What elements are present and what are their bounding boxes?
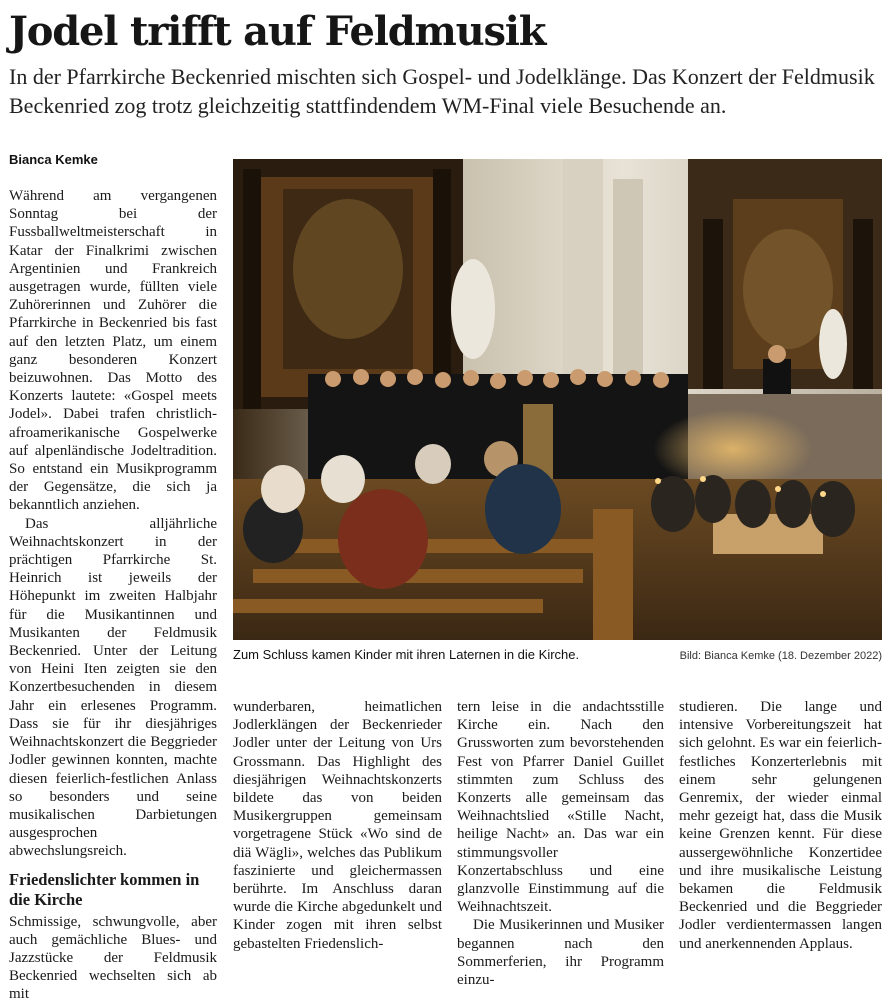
body-paragraph: Schmissige, schwungvolle, aber auch gemächliche Blues- und Jazzstücke der Feldmusik Beckenried wechselten sich ab mit — [9, 913, 217, 1003]
text-column-1 — [9, 187, 217, 1004]
text-column-4 — [679, 698, 882, 953]
subheading: Friedenslichter kommen in die Kirche — [9, 869, 200, 909]
body-paragraph: tern leise in die andachtsstille Kirche ein. Nach den Grussworten zum bevorstehenden Fest von Pfarrer Daniel Guillet stimmten zum Schluss des Konzerts alle gemeinsam das Weihnachtslied «Stille Nacht, heilige Nacht» an. Das war ein stimmungsvoller Konzertabschluss und eine glanzvolle Einstimmung auf die Weihnachtszeit. — [457, 699, 664, 916]
photo-caption: Zum Schluss kamen Kinder mit ihren Laternen in die Kirche. — [233, 647, 580, 662]
body-paragraph: Während am vergangenen Sonntag bei der Fussballweltmeisterschaft in Katar der Finalkrimi zwischen Argentinien und Frankreich ausgetragen wurde, füllten viele Zuhörerinnen und Zuhörer die Pfarrkirche in Beckenried bis fast auf den letzten Platz, um einem ganz besonderen Konzert beizuwohnen. Das Motto des Konzerts lautete: «Gospel meets Jodel». Dabei trafen christlich-afroamerikanische Gospelwerke auf alpenländische Jodeltradition. So entstand ein Musikprogramm der Gegensätze, die sich ja bekanntlich anziehen. — [9, 188, 217, 514]
church-concert-image — [233, 159, 882, 640]
lead-paragraph: In der Pfarrkirche Beckenried mischten sich Gospel- und Jodelklänge. Das Konzert der Feldmusik Beckenried zog trotz gleichzeitig stattfindendem WM-Final viele Besuchende an. — [9, 64, 875, 118]
body-paragraph: Das alljährliche Weihnachtskonzert in der prächtigen Pfarrkirche St. Heinrich ist jeweils der Höhepunkt im zweiten Halbjahr für die Musikantinnen und Musikanten der Feldmusik Beckenried. Unter der Leitung von Heini Iten zeigten sie den Konzertbesuchenden in diesem Jahr ein erlesenes Programm. Dass sie für ihr diesjähriges Weihnachtskonzert die Beggrieder Jodler gewinnen konnten, machte diesen feierlich-festlichen Anlass so besonders und seine musikalischen Darbietungen ausgesprochen abwechslungsreich. — [9, 515, 217, 860]
article-photo — [233, 159, 882, 640]
text-column-3 — [457, 698, 664, 989]
headline: Jodel trifft auf Feldmusik — [9, 8, 546, 55]
text-column-2 — [233, 698, 442, 953]
body-paragraph: Die Musikerinnen und Musiker begannen nach den Sommerferien, ihr Programm einzu- — [457, 917, 664, 989]
photo-credit: Bild: Bianca Kemke (18. Dezember 2022) — [679, 650, 882, 662]
author-byline: Bianca Kemke — [9, 152, 98, 167]
body-paragraph: studieren. Die lange und intensive Vorbereitungszeit hat sich gelohnt. Es war ein feierlich-festliches Konzerterlebnis mit einem sehr gelungenen Genremix, der wieder einmal mehr gezeigt hat, dass die Musik keine Grenzen kennt. Für diese aussergewöhnliche Konzertidee und ihre musikalische Leistung bekamen die Feldmusik Beckenried und die Beggrieder Jodler verdientermassen langen und anerkennenden Applaus. — [679, 699, 882, 952]
body-paragraph: wunderbaren, heimatlichen Jodlerklängen der Beckenrieder Jodler unter der Leitung von Urs Grossmann. Das Highlight des diesjährigen Weihnachtskonzerts bildete das von beiden Musikergruppen gemeinsam vorgetragene Stück «Wo sind de diä Wägli», welches das Publikum faszinierte und gleichermassen berührte. Im Anschluss daran wurde die Kirche abgedunkelt und Kinder zogen mit ihren selbst gebastelten Friedenslich- — [233, 699, 442, 952]
